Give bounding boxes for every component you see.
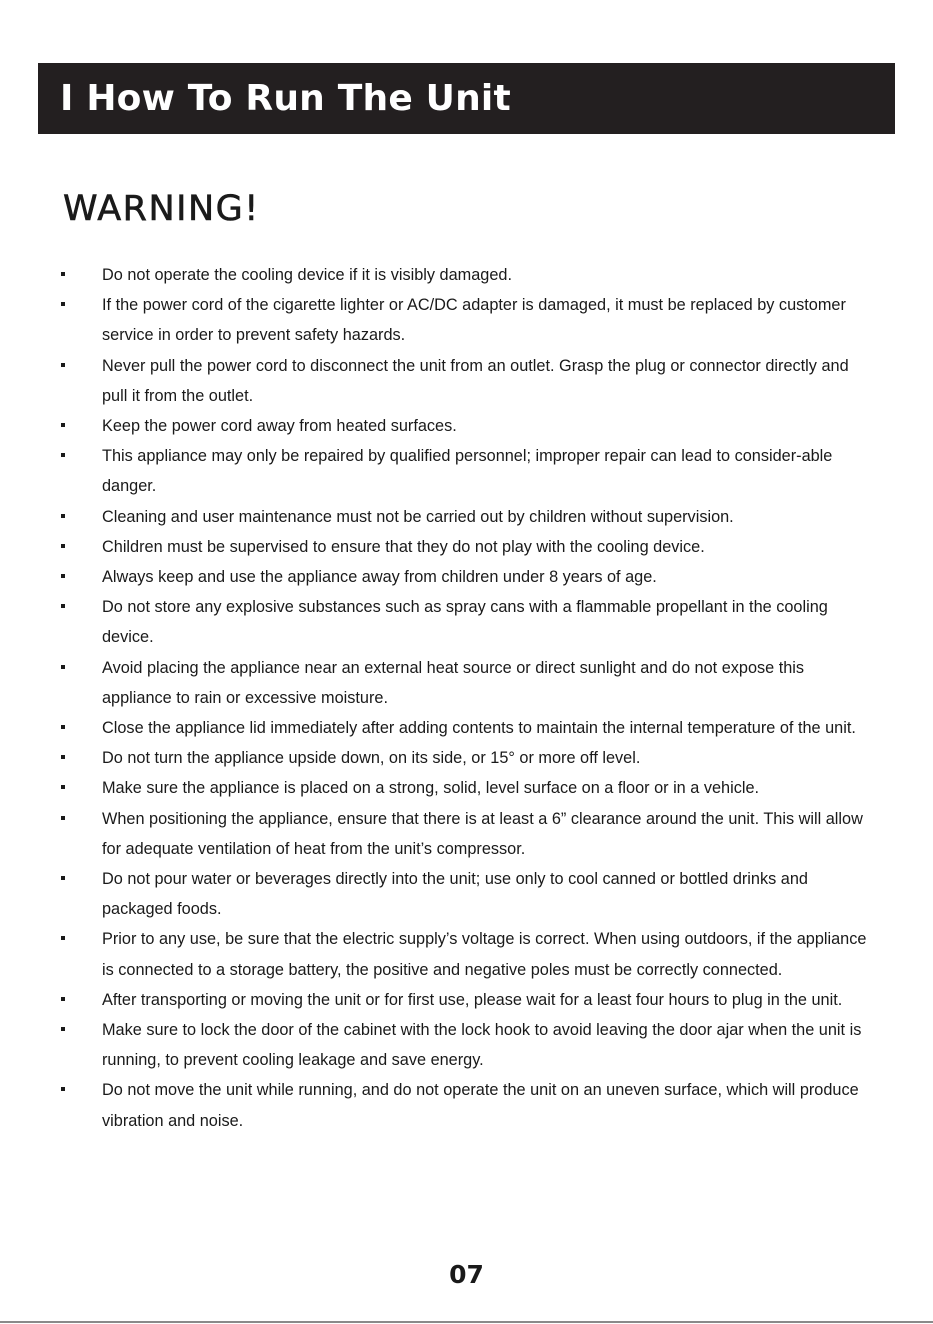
warning-list xyxy=(0,260,933,1136)
bullet-icon xyxy=(61,604,65,608)
warning-item-text: Never pull the power cord to disconnect the unit from an outlet. Grasp the plug or connector directly and pull it from the outlet. xyxy=(102,356,849,405)
bullet-icon xyxy=(61,816,65,820)
bullet-icon xyxy=(61,997,65,1001)
warning-item-text: Do not pour water or beverages directly into the unit; use only to cool canned or bottled drinks and packaged foods. xyxy=(102,870,808,919)
section-header-bar xyxy=(38,63,895,134)
page-number: 07 xyxy=(449,1260,484,1289)
warning-item xyxy=(0,1075,933,1135)
bullet-icon xyxy=(61,1087,65,1091)
bullet-icon xyxy=(61,725,65,729)
warning-item-text: Cleaning and user maintenance must not be carried out by children without supervision. xyxy=(102,507,734,526)
warning-item-text: Prior to any use, be sure that the electric supply’s voltage is correct. When using outdoors, if the appliance is connected to a storage battery, the positive and negative poles must be correctly connected. xyxy=(102,930,867,979)
warning-item-text: Do not operate the cooling device if it is visibly damaged. xyxy=(102,266,512,284)
warning-item xyxy=(0,411,933,441)
warning-item xyxy=(0,562,933,592)
bullet-icon xyxy=(61,574,65,578)
warning-item xyxy=(0,592,933,652)
bullet-icon xyxy=(61,302,65,306)
warning-item xyxy=(0,260,933,290)
warning-item-text: When positioning the appliance, ensure that there is at least a 6” clearance around the unit. This will allow for adequate ventilation of heat from the unit’s compressor. xyxy=(102,809,863,858)
warning-item xyxy=(0,351,933,411)
bullet-icon xyxy=(61,453,65,457)
bullet-icon xyxy=(61,423,65,427)
warning-item xyxy=(0,290,933,350)
warning-item xyxy=(0,1015,933,1075)
warning-item xyxy=(0,713,933,743)
warning-item xyxy=(0,924,933,984)
bullet-icon xyxy=(61,1027,65,1031)
warning-item-text: Do not move the unit while running, and do not operate the unit on an uneven surface, which will produce vibration and noise. xyxy=(102,1081,859,1130)
warning-item-text: After transporting or moving the unit or for first use, please wait for a least four hours to plug in the unit. xyxy=(102,990,843,1009)
warning-item-text: If the power cord of the cigarette lighter or AC/DC adapter is damaged, it must be replaced by customer service in order to prevent safety hazards. xyxy=(102,296,846,345)
warning-item-text: Do not turn the appliance upside down, on its side, or 15° or more off level. xyxy=(102,749,641,768)
warning-item xyxy=(0,743,933,773)
warning-item-text: Avoid placing the appliance near an external heat source or direct sunlight and do not expose this appliance to rain or excessive moisture. xyxy=(102,658,805,707)
warning-item xyxy=(0,502,933,532)
bullet-icon xyxy=(61,363,65,367)
warning-item-text: Children must be supervised to ensure that they do not play with the cooling device. xyxy=(102,537,705,556)
bullet-icon xyxy=(61,785,65,789)
warning-item xyxy=(0,804,933,864)
bullet-icon xyxy=(61,936,65,940)
warning-item xyxy=(0,985,933,1015)
warning-item xyxy=(0,441,933,501)
warning-item-text: Do not store any explosive substances such as spray cans with a flammable propellant in the cooling device. xyxy=(102,598,828,647)
bullet-icon xyxy=(61,876,65,880)
warning-item-text: Keep the power cord away from heated surfaces. xyxy=(102,417,457,436)
bullet-icon xyxy=(61,665,65,669)
warning-item xyxy=(0,653,933,713)
section-title: I How To Run The Unit xyxy=(60,77,511,119)
warning-item-text: Make sure to lock the door of the cabinet with the lock hook to avoid leaving the door ajar when the unit is running, to prevent cooling leakage and save energy. xyxy=(102,1021,862,1070)
warning-heading: WARNING! xyxy=(63,189,260,229)
warning-item-text: Make sure the appliance is placed on a strong, solid, level surface on a floor or in a vehicle. xyxy=(102,779,760,798)
warning-item-text: Always keep and use the appliance away from children under 8 years of age. xyxy=(102,568,657,587)
warning-item xyxy=(0,773,933,803)
bottom-divider xyxy=(0,1321,933,1323)
bullet-icon xyxy=(61,272,65,276)
bullet-icon xyxy=(61,755,65,759)
bullet-icon xyxy=(61,544,65,548)
bullet-icon xyxy=(61,514,65,518)
warning-item xyxy=(0,532,933,562)
warning-item-text: Close the appliance lid immediately after adding contents to maintain the internal temperature of the unit. xyxy=(102,719,856,738)
warning-item xyxy=(0,864,933,924)
warning-item-text: This appliance may only be repaired by qualified personnel; improper repair can lead to consider-able danger. xyxy=(102,447,833,496)
